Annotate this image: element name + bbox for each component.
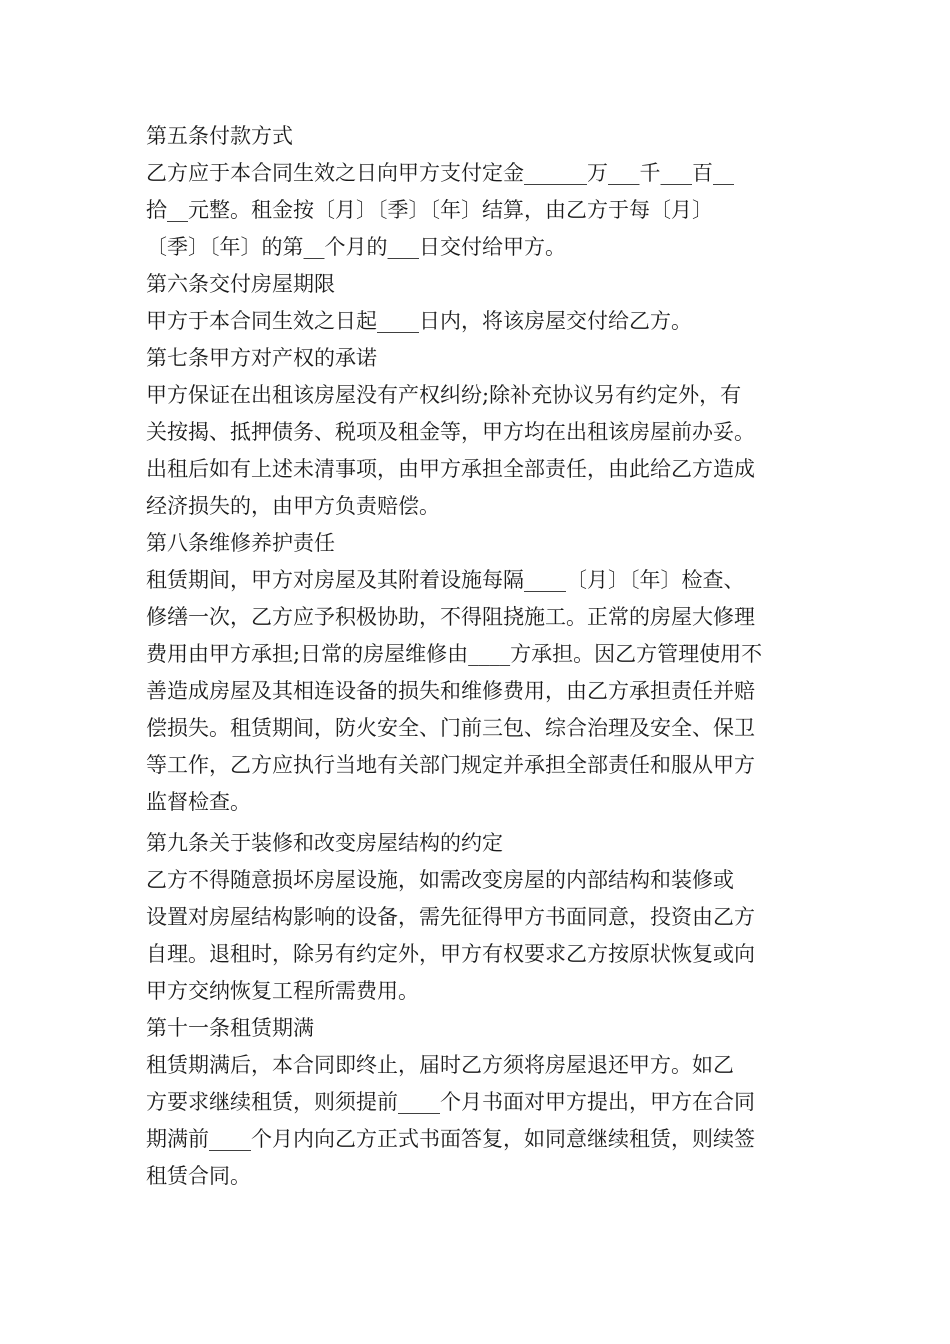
text-line: 关按揭、抵押债务、税项及租金等，甲方均在出租该房屋前办妥。 bbox=[146, 420, 755, 444]
text-line: 监督检查。 bbox=[146, 790, 251, 814]
text-line: 设置对房屋结构影响的设备，需先征得甲方书面同意，投资由乙方 bbox=[146, 905, 755, 929]
text-line: 租赁期间，甲方对房屋及其附着设施每隔____〔月〕〔年〕检查、 bbox=[146, 568, 745, 592]
text-line: 〔季〕〔年〕的第__个月的___日交付给甲方。 bbox=[146, 235, 566, 259]
article-8-heading: 第八条维修养护责任 bbox=[146, 531, 335, 555]
article-11-heading: 第十一条租赁期满 bbox=[146, 1016, 314, 1040]
text-line: 期满前____个月内向乙方正式书面答复，如同意继续租赁，则续签 bbox=[146, 1127, 755, 1151]
text-line: 费用由甲方承担;日常的房屋维修由____方承担。因乙方管理使用不 bbox=[146, 642, 763, 666]
text-line: 甲方交纳恢复工程所需费用。 bbox=[146, 979, 419, 1003]
text-line: 偿损失。租赁期间，防火安全、门前三包、综合治理及安全、保卫 bbox=[146, 716, 755, 740]
text-line: 自理。退租时，除另有约定外，甲方有权要求乙方按原状恢复或向 bbox=[146, 942, 755, 966]
text-line: 出租后如有上述未清事项，由甲方承担全部责任，由此给乙方造成 bbox=[146, 457, 755, 481]
article-6-heading: 第六条交付房屋期限 bbox=[146, 272, 335, 296]
text-line: 甲方于本合同生效之日起____日内，将该房屋交付给乙方。 bbox=[146, 309, 692, 333]
text-line: 租赁合同。 bbox=[146, 1164, 251, 1188]
article-9-heading: 第九条关于装修和改变房屋结构的约定 bbox=[146, 831, 503, 855]
text-line: 修缮一次，乙方应予积极协助，不得阻挠施工。正常的房屋大修理 bbox=[146, 605, 755, 629]
text-line: 甲方保证在出租该房屋没有产权纠纷;除补充协议另有约定外，有 bbox=[146, 383, 742, 407]
text-line: 拾__元整。租金按〔月〕〔季〕〔年〕结算，由乙方于每〔月〕 bbox=[146, 198, 713, 222]
text-line: 乙方不得随意损坏房屋设施，如需改变房屋的内部结构和装修或 bbox=[146, 868, 734, 892]
text-line: 乙方应于本合同生效之日向甲方支付定金______万___千___百__ bbox=[146, 161, 734, 185]
text-line: 方要求继续租赁，则须提前____个月书面对甲方提出，甲方在合同 bbox=[146, 1090, 755, 1114]
article-5-heading: 第五条付款方式 bbox=[146, 124, 293, 148]
text-line: 租赁期满后，本合同即终止，届时乙方须将房屋退还甲方。如乙 bbox=[146, 1053, 734, 1077]
article-7-heading: 第七条甲方对产权的承诺 bbox=[146, 346, 377, 370]
text-line: 等工作，乙方应执行当地有关部门规定并承担全部责任和服从甲方 bbox=[146, 753, 755, 777]
text-line: 经济损失的，由甲方负责赔偿。 bbox=[146, 494, 440, 518]
text-line: 善造成房屋及其相连设备的损失和维修费用，由乙方承担责任并赔 bbox=[146, 679, 755, 703]
